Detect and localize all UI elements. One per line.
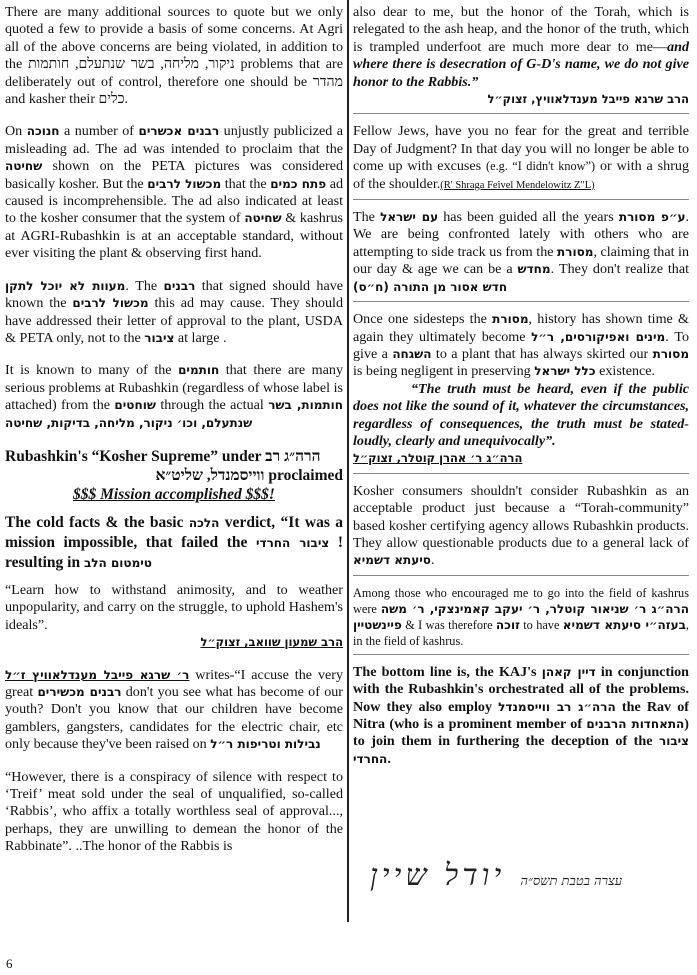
text-segment: The cold facts & the basic	[5, 513, 189, 531]
hebrew-term: נבילות וטריפות ר״ל	[210, 737, 321, 752]
hebrew-term: כלל ישראל	[534, 364, 596, 379]
text-segment: & I was therefore	[401, 617, 496, 632]
text-segment: The bottom line is, the KAJ's	[353, 663, 542, 680]
hebrew-term: מסורת	[652, 346, 690, 361]
hebrew-term: ציבור	[144, 330, 175, 345]
hebrew-term: הרה״ג ר׳ שניאור קוטלר, ר׳ יעקב קאמינצקי, ר׳ משה פיינשטיין	[353, 601, 689, 632]
hebrew-term: מסורת	[492, 312, 529, 327]
hebrew-term: רבנים מכשירים	[37, 684, 122, 699]
text-segment: Among those who encouraged me to go into the field of kashrus were	[353, 585, 689, 616]
quote-kotler-signature: הרה״ג ר׳ אהרן קוטלר, זצוק״ל	[353, 451, 523, 466]
text-segment: unjustly publicized a misleading ad. The ad was intended to proclaim that the	[5, 123, 343, 157]
heading-line-1: Rubashkin's “Kosher Supreme” under הרה״ג רב	[5, 447, 321, 465]
hebrew-term: ציבור החרדי	[255, 535, 330, 550]
hebrew-term: מחדש	[517, 262, 551, 277]
left-column	[5, 4, 343, 856]
hebrew-term: זוכה	[495, 617, 520, 632]
text-segment: has been guided all the years	[438, 209, 619, 226]
paragraph-chanukah-ad	[5, 123, 343, 262]
paragraph-consumers	[353, 483, 689, 570]
paragraph-bottom-line	[353, 664, 689, 768]
text-segment: , claiming that in our day & age we can be a	[353, 243, 689, 278]
text-segment: don't you see what has become of our youth? Don't you know that our children have become gamblers, gangsters, candidates for the electric chair, etc only because they've been raised on	[5, 683, 343, 753]
text-segment: It is known to many of the	[5, 362, 179, 379]
heading-cold-facts	[5, 513, 343, 573]
paragraph-conspiracy: “However, there is a conspiracy of silence with respect to ‘Treif’ meat sold under the seal of unqualified, so-called ‘Rabbis’, who affix a totally worthless seal of approval..., perhaps, they are unwilling to demean the honor of the Rabbinate”. ..The honor of the Rabbis is	[5, 768, 343, 855]
judgment-citation: (R' Shraga Feivel Mendelowitz Z"L)	[440, 179, 595, 191]
paragraph-sidesteps	[353, 311, 689, 381]
paragraph-mesorah	[353, 209, 689, 296]
handwritten-signature	[370, 858, 622, 893]
judgment-text: Fellow Jews, have you no fear for the great and terrible Day of Judgment? In that day you will no longer be able to come up with excuses	[353, 123, 689, 175]
paragraph-encouraged	[353, 585, 689, 649]
paragraph-accuse	[5, 667, 343, 754]
text-segment: On	[5, 123, 27, 140]
text-segment: Kosher consumers shouldn't consider Rubashkin as an acceptable product just because a “Torah-community” based kosher certifying agency allows Rubashkin products. They allow questionable products due to a general lack of	[353, 482, 689, 551]
separator	[353, 575, 689, 576]
text-segment: ! resulting in	[5, 533, 343, 571]
text-segment: ) to join them in furthering the deception of the	[353, 716, 689, 750]
text-segment: to a plant that has always skirted our	[431, 345, 653, 362]
mission-accomplished: $$$ Mission accomplished $$$!	[73, 485, 275, 503]
page-number: 6	[6, 956, 13, 971]
text-segment: verdict, “It was a mission impossible, that failed the	[5, 513, 343, 551]
separator	[353, 473, 689, 474]
text-segment: at large .	[174, 329, 227, 346]
text-segment: . They don't realize that	[550, 261, 689, 278]
paragraph-honor-torah	[353, 4, 689, 91]
hebrew-term: הלכה	[188, 515, 220, 530]
hebrew-term: רבנים	[163, 278, 196, 293]
hebrew-term: מכשול לרבים	[147, 176, 222, 191]
hebrew-term: רבנים אכשרים	[138, 124, 220, 139]
hebrew-term: בעזה״י סיעתא דשמיא	[562, 617, 686, 632]
text-segment: the Rav of Nitra (who is a prominent member of	[353, 698, 689, 732]
mendlowitz-signature: הרב שרגא פייבל מענדלאוויץ, זצוק״ל	[487, 92, 689, 107]
text-segment: . We are being confronted lately with others who are attempting to side track us from the	[353, 209, 689, 260]
separator	[353, 654, 689, 655]
text-segment: this ad may cause. They should have addressed their letter of approval to the plant, USDA & PETA only, not to the	[5, 295, 343, 346]
judgment-example: (e.g. “I didn't know”)	[486, 159, 596, 174]
hebrew-term: שחיטה	[244, 211, 282, 226]
hebrew-term: טימטום הלב	[83, 555, 152, 570]
text-segment: . To give a	[353, 328, 690, 362]
paragraph-sources: There are many additional sources to quote but we only quoted a few to provide a basis of some concerns. At Agri all of the above concerns are being violated, in addition to the ניקור, מליחה, בשר שנתעלם, חותמות problems that are deliberately out of control, therefore one should be מהדר and kasher their כלים.	[5, 4, 343, 108]
hebrew-term: חותמים	[178, 363, 220, 378]
signature-date: עצרה בטבת תשס״ה	[520, 874, 623, 889]
hebrew-term: שחיטה	[5, 159, 43, 174]
hebrew-term: פתח כמים	[270, 176, 327, 191]
quote-schwab-signature: הרב שמעון שוואב, זצוק״ל	[200, 635, 343, 650]
hebrew-term: חותמות, בשר שנתעלם, וכו׳ ניקור, מליחה, בדיקות, שחיטה	[5, 398, 343, 430]
hebrew-term: שוחטים	[114, 398, 156, 413]
text-segment: that signed should have known the	[5, 277, 344, 312]
text-segment: through the actual	[155, 397, 269, 414]
text-segment: is being negligent in preserving	[353, 363, 535, 380]
hebrew-term: מכשול לרבים	[72, 296, 149, 311]
hebrew-term: חנוכה	[26, 124, 60, 139]
hebrew-term: מינים ואפיקורסים, ר״ל	[531, 329, 666, 344]
separator	[353, 199, 689, 200]
text-segment: Once one sidesteps the	[353, 311, 493, 328]
heading-kosher-supreme	[5, 447, 343, 485]
signature-name: יודל שיין	[370, 858, 506, 893]
text-segment: .	[430, 552, 435, 569]
text-segment: to have	[519, 617, 563, 632]
honor-torah-text: also dear to me, but the honor of the Torah, which is relegated to the ash heap, and the honor of the truth, which is trampled underfoot are much more dear to me—	[353, 4, 689, 55]
text-segment: in conjunction with the Rubashkin's orchestrated all of the problems. Now they also employ	[353, 663, 690, 715]
quote-schwab: “Learn how to withstand animosity, and to weather unpopularity, and carry on the struggle, to uphold Hashem's ideals”.	[5, 581, 343, 633]
text-segment: that there are many serious problems at Rubashkin (regardless of whose label is attached) from the	[5, 362, 343, 414]
hebrew-term: סיעתא דשמיא	[353, 553, 431, 568]
text-segment: shown on the PETA pictures was considered basically kosher. But the	[5, 158, 343, 192]
hebrew-term: הרה״ג רב ווייסמנדל	[498, 699, 616, 714]
hebrew-term: חדש אסור מן התורה (ח״ס)	[353, 279, 508, 294]
hebrew-term: השגחה	[392, 346, 432, 361]
hebrew-term: מעוות לא יוכל לתקן	[5, 278, 126, 293]
judgment-text-2: or with a shrug of the shoulder.	[353, 158, 690, 192]
text-segment: . The	[125, 277, 164, 294]
text-segment: existence.	[595, 363, 656, 380]
text-segment: , history has shown time & again they ultimately become	[353, 311, 689, 345]
honor-torah-emphasis: and where there is desecration of G-D's name, we do not give honor to the Rabbis.”	[353, 38, 689, 90]
column-divider	[347, 0, 349, 922]
text-segment: & kashrus at AGRI-Rubashkin is at an acceptable standard, without ever visiting the plant & observing first hand.	[5, 210, 343, 262]
hebrew-term: ציבור החרדי	[353, 734, 689, 766]
text-segment: .	[387, 750, 391, 767]
text-segment: writes-“I accuse the very great	[5, 666, 343, 700]
text-segment: that the	[221, 175, 271, 192]
hebrew-term: עם ישראל	[380, 210, 439, 225]
text-segment: ad caused is incomprehensible. The ad also indicated at least to the kosher consumer that the system of	[5, 175, 344, 227]
quote-kotler: “The truth must be heard, even if the public does not like the sound of it, whatever the circumstances, regardless of consequences, the truth must be stated-loudly, clearly and unequivocally”.	[353, 380, 689, 449]
text-segment: The	[353, 209, 381, 226]
text-segment: a number of	[59, 123, 139, 140]
heading-line-2: ווייסמנדל, שליט״א proclaimed	[155, 466, 343, 484]
hebrew-term: מסורת	[557, 244, 594, 259]
paragraph-known-problems	[5, 362, 343, 432]
hebrew-term: ע״פ מסורת	[618, 210, 686, 225]
hebrew-term: התאחדות הרבנים	[586, 717, 685, 731]
hebrew-term: ר׳ שרגא פייבל מענדלאוויץ ז״ל	[5, 667, 190, 682]
text-segment: , in the field of kashrus.	[353, 617, 689, 648]
separator	[353, 301, 689, 302]
paragraph-rabbanim-signed	[5, 278, 343, 348]
separator	[353, 113, 689, 114]
paragraph-day-of-judgment	[353, 123, 689, 194]
hebrew-term: דיין קאהן	[541, 664, 596, 679]
right-column	[353, 4, 689, 768]
